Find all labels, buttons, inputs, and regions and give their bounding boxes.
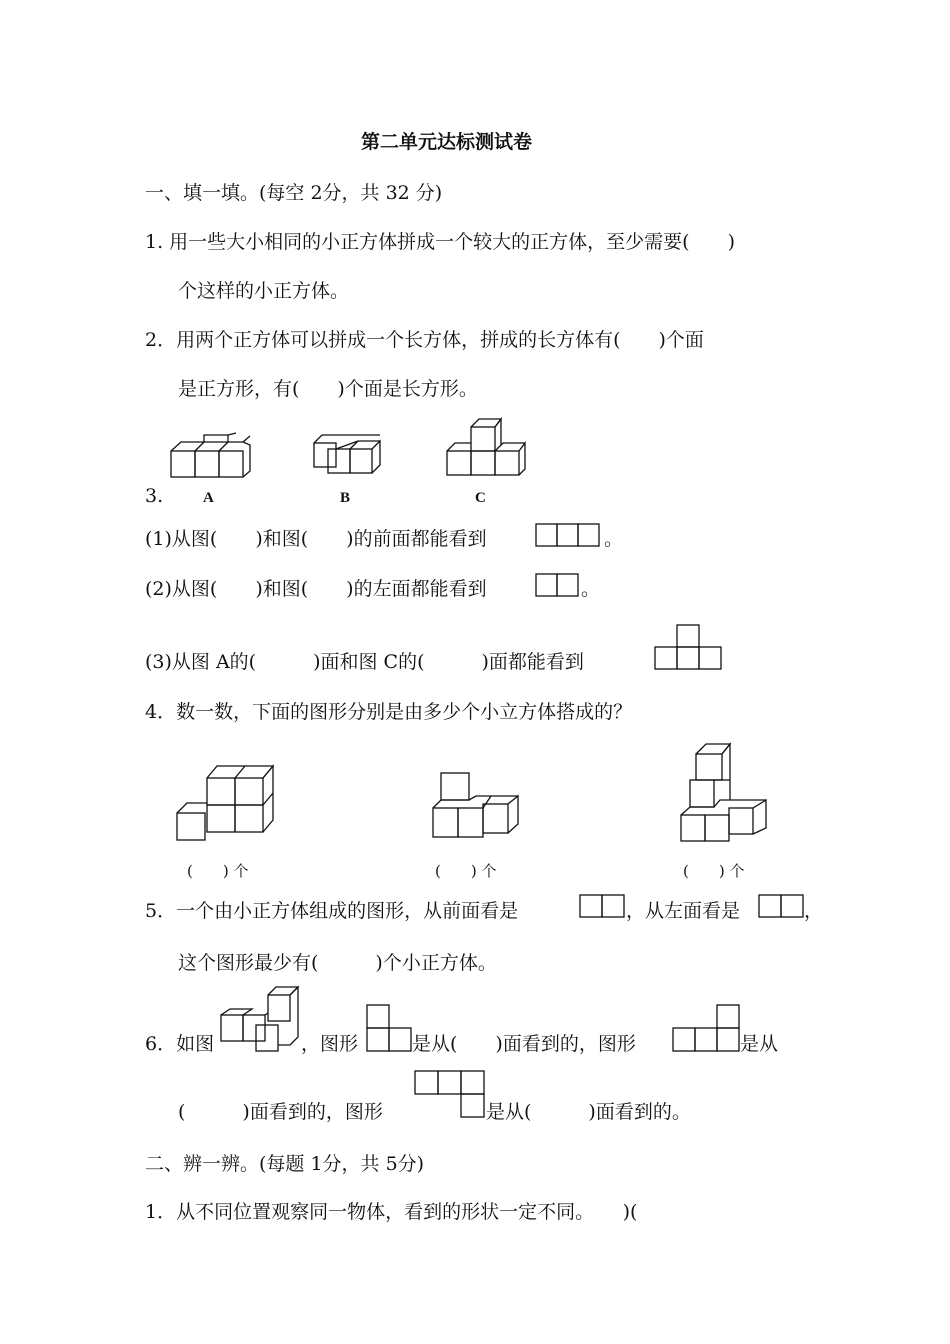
q3-number: 3. [145,485,164,507]
q6-view-1 [366,1004,416,1054]
q3-sub1: (1)从图( )和图( )的前面都能看到 [145,528,487,550]
q3-figure-a [166,433,256,483]
q3-sub3-view [654,623,726,673]
q3-sub2: (2)从图( )和图( )的左面都能看到 [145,578,487,600]
q6-part2: ，图形 [301,1033,359,1055]
q5-part3: ， [804,900,824,922]
q3-sub2-end: 。 [581,578,601,600]
q3-label-b: B [340,490,351,506]
q4-blank-1: ( ) 个 [187,862,249,880]
q3-sub1-end: 。 [604,528,624,550]
q5-part1: 5．一个由小正方体组成的图形，从前面看是 [145,900,519,922]
q4-blank-3: ( ) 个 [683,862,745,880]
q4-figure-1 [172,760,282,845]
q2-line1: 2．用两个正方体可以拼成一个长方体，拼成的长方体有( )个面 [145,329,704,351]
q1-line2: 个这样的小正方体。 [178,280,350,302]
q5-front-view [579,894,629,920]
q3-figure-c [443,418,528,480]
q1-line1: 1. 用一些大小相同的小正方体拼成一个较大的正方体，至少需要( ) [145,231,735,253]
q6-view-2 [672,1004,744,1054]
section-2-q1: 1．从不同位置观察同一物体，看到的形状一定不同。 )( [145,1201,638,1223]
q5-part2: ，从左面看是 [626,900,741,922]
section-1-heading: 一、填一填。(每空 2分，共 32 分) [145,182,443,204]
q6-line2b: 是从( )面看到的。 [486,1101,691,1123]
q3-figure-b [310,433,390,483]
q4-figure-2 [428,768,528,843]
q2-line2: 是正方形，有( )个面是长方形。 [178,378,478,400]
q4-blank-2: ( ) 个 [435,862,497,880]
q5-line2: 这个图形最少有( )个小正方体。 [178,952,497,974]
q3-label-c: C [475,490,486,506]
q6-part3: 是从( )面看到的，图形 [412,1033,636,1055]
q5-left-view [758,894,808,920]
q3-sub1-view [535,523,605,549]
q6-figure [218,985,306,1057]
q6-line2a: ( )面看到的，图形 [178,1101,383,1123]
q4-text: 4．数一数，下面的图形分别是由多少个小立方体搭成的？ [145,701,633,723]
q3-sub2-view [535,573,585,599]
q6-part1: 6．如图 [145,1033,215,1055]
q6-view-3 [414,1070,488,1120]
q6-part4: 是从 [740,1033,779,1055]
q3-sub3: (3)从图 A的( )面和图 C的( )面都能看到 [145,651,584,673]
q3-label-a: A [203,490,214,506]
section-2-heading: 二、辨一辨。(每题 1分，共 5分) [145,1153,425,1175]
q4-figure-3 [676,740,776,845]
page-title: 第二单元达标测试卷 [361,131,533,153]
